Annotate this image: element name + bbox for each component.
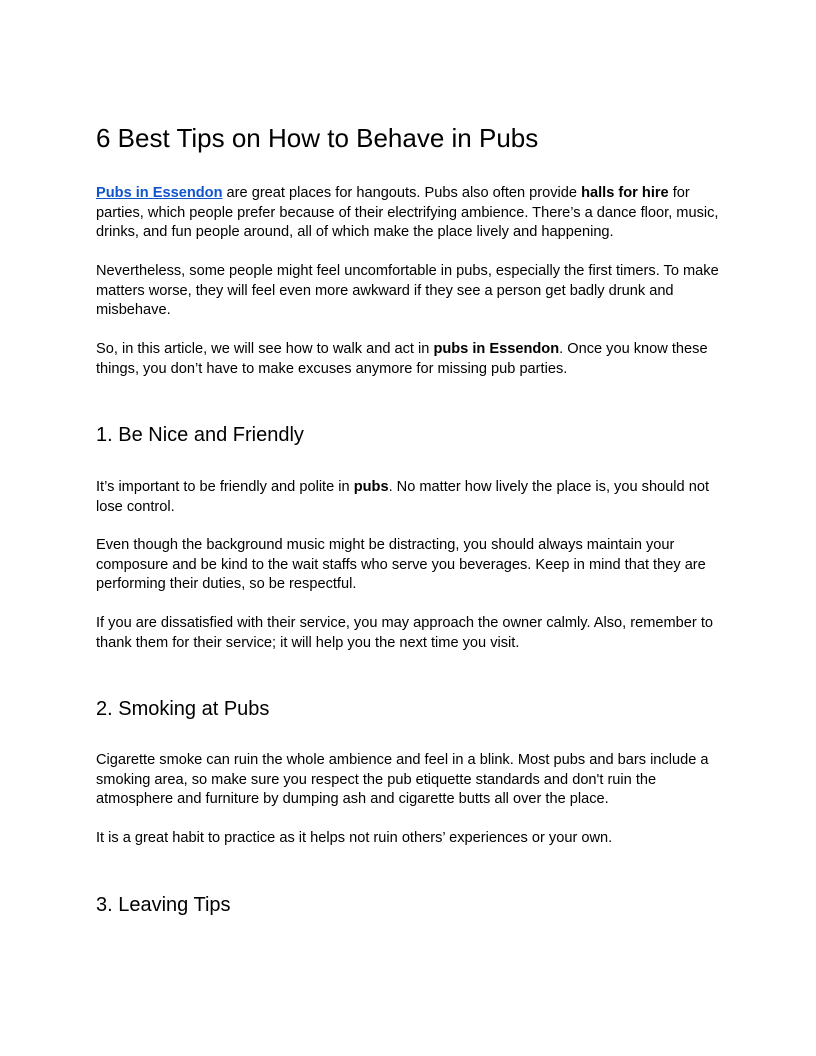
intro-paragraph-3 [96, 340, 724, 379]
section2-paragraph-2: It is a great habit to practice as it helps not ruin others’ experiences or your own. [96, 830, 613, 846]
section-heading-leaving-tips: 3. Leaving Tips [96, 894, 231, 916]
intro-paragraph-2: Nevertheless, some people might feel uncomfortable in pubs, especially the first timers. To make matters worse, they will feel even more awkward if they see a person get badly drunk and misbehave. [96, 263, 719, 318]
pubs-bold: pubs [353, 479, 389, 495]
halls-for-hire-bold: halls for hire [581, 185, 669, 201]
intro-text: So, in this article, we will see how to walk and act in [96, 341, 434, 357]
section1-paragraph-2: Even though the background music might be distracting, you should always maintain your composure and be kind to the wait staffs who serve you beverages. Keep in mind that they are performing their duties, so be respectful. [96, 537, 706, 592]
section-text: It’s important to be friendly and polite in [96, 479, 354, 495]
intro-text: . Once you know these things, you don’t have to make excuses anymore for missing pub parties. [96, 341, 708, 377]
intro-text: are great places for hangouts. Pubs also often provide [222, 185, 582, 201]
section-heading-smoking: 2. Smoking at Pubs [96, 698, 270, 720]
pubs-in-essendon-bold: pubs in Essendon [433, 341, 560, 357]
section1-paragraph-1 [96, 478, 724, 517]
intro-text: for parties, which people prefer because of their electrifying ambience. There’s a dance floor, music, drinks, and fun people around, all of which make the place lively and happening. [96, 185, 719, 240]
intro-paragraph-1 [96, 184, 724, 243]
pubs-in-essendon-link[interactable]: Pubs in Essendon [96, 185, 223, 201]
section1-paragraph-3: If you are dissatisfied with their service, you may approach the owner calmly. Also, remember to thank them for their service; it will help you the next time you visit. [96, 615, 713, 651]
page-title: 6 Best Tips on How to Behave in Pubs [96, 123, 539, 153]
section2-paragraph-1: Cigarette smoke can ruin the whole ambience and feel in a blink. Most pubs and bars include a smoking area, so make sure you respect the pub etiquette standards and don't ruin the atmosphere and furniture by dumping ash and cigarette butts all over the place. [96, 752, 709, 807]
section-text: . No matter how lively the place is, you should not lose control. [96, 479, 709, 515]
section-heading-be-nice: 1. Be Nice and Friendly [96, 424, 304, 446]
